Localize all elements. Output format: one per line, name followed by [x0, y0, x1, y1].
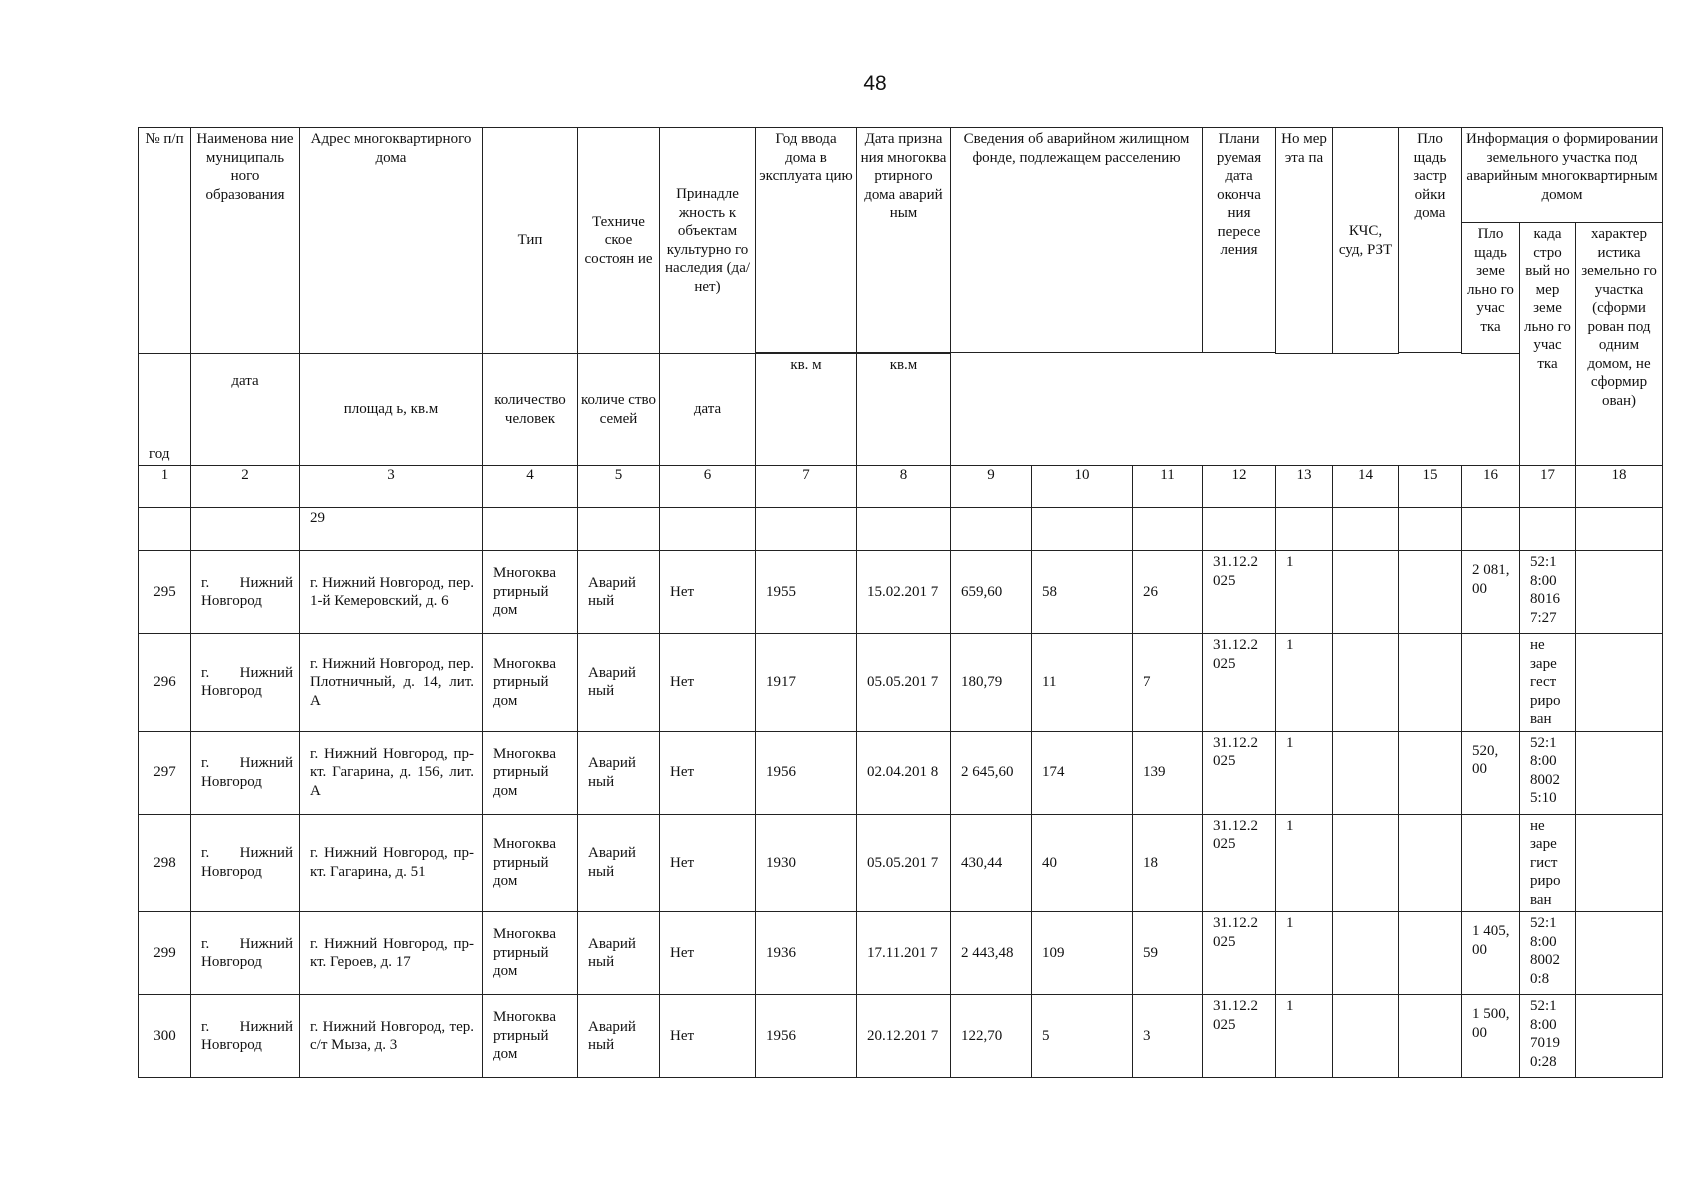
header-type: Тип: [483, 128, 578, 354]
column-number: 6: [660, 466, 756, 508]
address-cell: г. Нижний Новгород, пр-кт. Гагарина, д. 156, лит. А: [300, 731, 483, 814]
land-area-cell: 2 081, 00: [1462, 551, 1520, 634]
header-land-plot-group: Информация о формировании земельного участка под аварийным многоквартирным домом: [1462, 128, 1663, 223]
year-cell: 1917: [756, 634, 857, 732]
column-number: 10: [1032, 466, 1133, 508]
state-cell: Аварий ный: [578, 912, 660, 995]
kchs-cell: [1333, 634, 1399, 732]
table-row: [139, 814, 1663, 912]
header-heritage: Принадле жность к объектам культурно го наследия (да/нет): [660, 128, 756, 354]
municipality-cell: г. Нижний Новгород: [191, 814, 300, 912]
heritage-cell: Нет: [660, 995, 756, 1078]
type-cell: Многоква ртирный дом: [483, 814, 578, 912]
land-area-cell: 1 500, 00: [1462, 995, 1520, 1078]
address-cell: г. Нижний Новгород, пр-кт. Героев, д. 17: [300, 912, 483, 995]
column-number: 8: [857, 466, 951, 508]
heritage-cell: Нет: [660, 912, 756, 995]
header-number: № п/п: [139, 128, 191, 354]
families-cell: 59: [1133, 912, 1203, 995]
state-cell: Аварий ный: [578, 731, 660, 814]
year-cell: 1930: [756, 814, 857, 912]
heritage-cell: Нет: [660, 731, 756, 814]
land-area-cell: 520, 00: [1462, 731, 1520, 814]
stage-cell: 1: [1276, 912, 1333, 995]
people-cell: 40: [1032, 814, 1133, 912]
column-number: 9: [951, 466, 1032, 508]
row-number: 300: [139, 995, 191, 1078]
municipality-cell: г. Нижний Новгород: [191, 551, 300, 634]
land-characteristic-cell: [1576, 995, 1663, 1078]
header-recognition-date: Дата призна ния многоква ртирного дома аварий ным: [857, 128, 951, 353]
municipality-cell: г. Нижний Новгород: [191, 731, 300, 814]
cadastral-number-cell: не заре гист риро ван: [1520, 814, 1576, 912]
land-characteristic-cell: [1576, 731, 1663, 814]
continuation-row: [139, 508, 1663, 551]
land-characteristic-cell: [1576, 634, 1663, 732]
row-number: 299: [139, 912, 191, 995]
type-cell: Многоква ртирный дом: [483, 634, 578, 732]
header-address: Адрес многоквартирного дома: [300, 128, 483, 354]
recognition-date-cell: 20.12.201 7: [857, 995, 951, 1078]
land-characteristic-cell: [1576, 814, 1663, 912]
year-cell: 1936: [756, 912, 857, 995]
header-emergency-fund-group: Сведения об аварийном жилищном фонде, подлежащем расселению: [951, 128, 1203, 353]
table-row: [139, 912, 1663, 995]
address-cell: г. Нижний Новгород, пер. Плотничный, д. 14, лит. А: [300, 634, 483, 732]
kchs-cell: [1333, 551, 1399, 634]
area-cell: 2 645,60: [951, 731, 1032, 814]
header-municipality: Наименова ние муниципаль ного образования: [191, 128, 300, 354]
row-number: 297: [139, 731, 191, 814]
building-area-cell: [1399, 995, 1462, 1078]
column-number: 18: [1576, 466, 1663, 508]
year-cell: 1956: [756, 995, 857, 1078]
header-building-area-unit: кв. м: [756, 354, 857, 466]
planned-date-cell: 31.12.2 025: [1203, 995, 1276, 1078]
cadastral-number-cell: 52:1 8:00 8016 7:27: [1520, 551, 1576, 634]
cadastral-number-cell: не заре гест риро ван: [1520, 634, 1576, 732]
column-number: 7: [756, 466, 857, 508]
table-row: [139, 995, 1663, 1078]
cadastral-number-cell: 52:1 8:00 7019 0:28: [1520, 995, 1576, 1078]
header-date-unit: дата: [191, 354, 300, 466]
recognition-date-cell: 05.05.201 7: [857, 814, 951, 912]
header-land-area-unit: кв.м: [857, 354, 951, 466]
heritage-cell: Нет: [660, 814, 756, 912]
building-area-cell: [1399, 731, 1462, 814]
stage-cell: 1: [1276, 551, 1333, 634]
column-number: 17: [1520, 466, 1576, 508]
page-number: 48: [863, 72, 887, 95]
area-cell: 659,60: [951, 551, 1032, 634]
people-cell: 58: [1032, 551, 1133, 634]
type-cell: Многоква ртирный дом: [483, 551, 578, 634]
type-cell: Многоква ртирный дом: [483, 995, 578, 1078]
year-cell: 1956: [756, 731, 857, 814]
header-families: количе ство семей: [578, 354, 660, 466]
year-cell: 1955: [756, 551, 857, 634]
column-number: 4: [483, 466, 578, 508]
column-number: 5: [578, 466, 660, 508]
column-number: 12: [1203, 466, 1276, 508]
cadastral-number-cell: 52:1 8:00 8002 0:8: [1520, 912, 1576, 995]
state-cell: Аварий ный: [578, 634, 660, 732]
land-area-cell: [1462, 634, 1520, 732]
column-number: 15: [1399, 466, 1462, 508]
families-cell: 3: [1133, 995, 1203, 1078]
municipality-cell: г. Нижний Новгород: [191, 634, 300, 732]
state-cell: Аварий ный: [578, 551, 660, 634]
address-cell: г. Нижний Новгород, пр-кт. Гагарина, д. 51: [300, 814, 483, 912]
families-cell: 18: [1133, 814, 1203, 912]
building-area-cell: [1399, 551, 1462, 634]
type-cell: Многоква ртирный дом: [483, 912, 578, 995]
row-number: 298: [139, 814, 191, 912]
recognition-date-cell: 15.02.201 7: [857, 551, 951, 634]
area-cell: 180,79: [951, 634, 1032, 732]
kchs-cell: [1333, 731, 1399, 814]
header-technical-state: Техниче ское состоян ие: [578, 128, 660, 354]
column-number: 2: [191, 466, 300, 508]
header-planned-date: Плани руемая дата оконча ния пересе ления: [1203, 128, 1276, 353]
column-number: 13: [1276, 466, 1333, 508]
land-characteristic-cell: [1576, 912, 1663, 995]
area-cell: 122,70: [951, 995, 1032, 1078]
header-building-area: Пло щадь застр ойки дома: [1399, 128, 1462, 353]
header-stage-number: Но мер эта па: [1276, 128, 1333, 354]
column-number: 14: [1333, 466, 1399, 508]
table-row: [139, 551, 1663, 634]
header-year-commissioned: Год ввода дома в эксплуата цию: [756, 128, 857, 353]
people-cell: 5: [1032, 995, 1133, 1078]
column-number: 3: [300, 466, 483, 508]
building-area-cell: [1399, 814, 1462, 912]
municipality-cell: г. Нижний Новгород: [191, 995, 300, 1078]
planned-date-cell: 31.12.2 025: [1203, 634, 1276, 732]
municipality-cell: г. Нижний Новгород: [191, 912, 300, 995]
recognition-date-cell: 02.04.201 8: [857, 731, 951, 814]
families-cell: 26: [1133, 551, 1203, 634]
column-number: 1: [139, 466, 191, 508]
emergency-housing-table: [138, 127, 1663, 1078]
people-cell: 174: [1032, 731, 1133, 814]
planned-date-cell: 31.12.2 025: [1203, 814, 1276, 912]
area-cell: 2 443,48: [951, 912, 1032, 995]
people-cell: 109: [1032, 912, 1133, 995]
header-kchs: КЧС, суд, РЗТ: [1333, 128, 1399, 354]
planned-date-cell: 31.12.2 025: [1203, 551, 1276, 634]
state-cell: Аварий ный: [578, 995, 660, 1078]
header-land-characteristic: характер истика земельно го участка (сформи рован под одним домом, не сформир ован): [1576, 223, 1663, 466]
area-cell: 430,44: [951, 814, 1032, 912]
families-cell: 7: [1133, 634, 1203, 732]
recognition-date-cell: 05.05.201 7: [857, 634, 951, 732]
land-area-cell: [1462, 814, 1520, 912]
header-land-area: Пло щадь земе льно го учас тка: [1462, 223, 1520, 354]
address-cell: г. Нижний Новгород, тер. с/т Мыза, д. 3: [300, 995, 483, 1078]
row-number: 295: [139, 551, 191, 634]
row-number: 296: [139, 634, 191, 732]
building-area-cell: [1399, 634, 1462, 732]
stage-cell: 1: [1276, 995, 1333, 1078]
families-cell: 139: [1133, 731, 1203, 814]
column-number: 16: [1462, 466, 1520, 508]
cadastral-number-cell: 52:1 8:00 8002 5:10: [1520, 731, 1576, 814]
kchs-cell: [1333, 912, 1399, 995]
people-cell: 11: [1032, 634, 1133, 732]
header-people: количество человек: [483, 354, 578, 466]
heritage-cell: Нет: [660, 551, 756, 634]
planned-date-cell: 31.12.2 025: [1203, 912, 1276, 995]
table-row: [139, 731, 1663, 814]
kchs-cell: [1333, 814, 1399, 912]
land-area-cell: 1 405, 00: [1462, 912, 1520, 995]
land-characteristic-cell: [1576, 551, 1663, 634]
continuation-text: 29: [300, 508, 483, 551]
header-area: площад ь, кв.м: [300, 354, 483, 466]
state-cell: Аварий ный: [578, 814, 660, 912]
header-year-unit: год: [139, 354, 191, 466]
heritage-cell: Нет: [660, 634, 756, 732]
header-cadastral-number: када стро вый но мер земе льно го учас тка: [1520, 223, 1576, 466]
stage-cell: 1: [1276, 634, 1333, 732]
planned-date-cell: 31.12.2 025: [1203, 731, 1276, 814]
building-area-cell: [1399, 912, 1462, 995]
header-planned-date-unit: дата: [660, 354, 756, 466]
column-number-row: [139, 466, 1663, 508]
table-row: [139, 634, 1663, 732]
type-cell: Многоква ртирный дом: [483, 731, 578, 814]
stage-cell: 1: [1276, 731, 1333, 814]
kchs-cell: [1333, 995, 1399, 1078]
recognition-date-cell: 17.11.201 7: [857, 912, 951, 995]
column-number: 11: [1133, 466, 1203, 508]
address-cell: г. Нижний Новгород, пер. 1-й Кемеровский, д. 6: [300, 551, 483, 634]
stage-cell: 1: [1276, 814, 1333, 912]
